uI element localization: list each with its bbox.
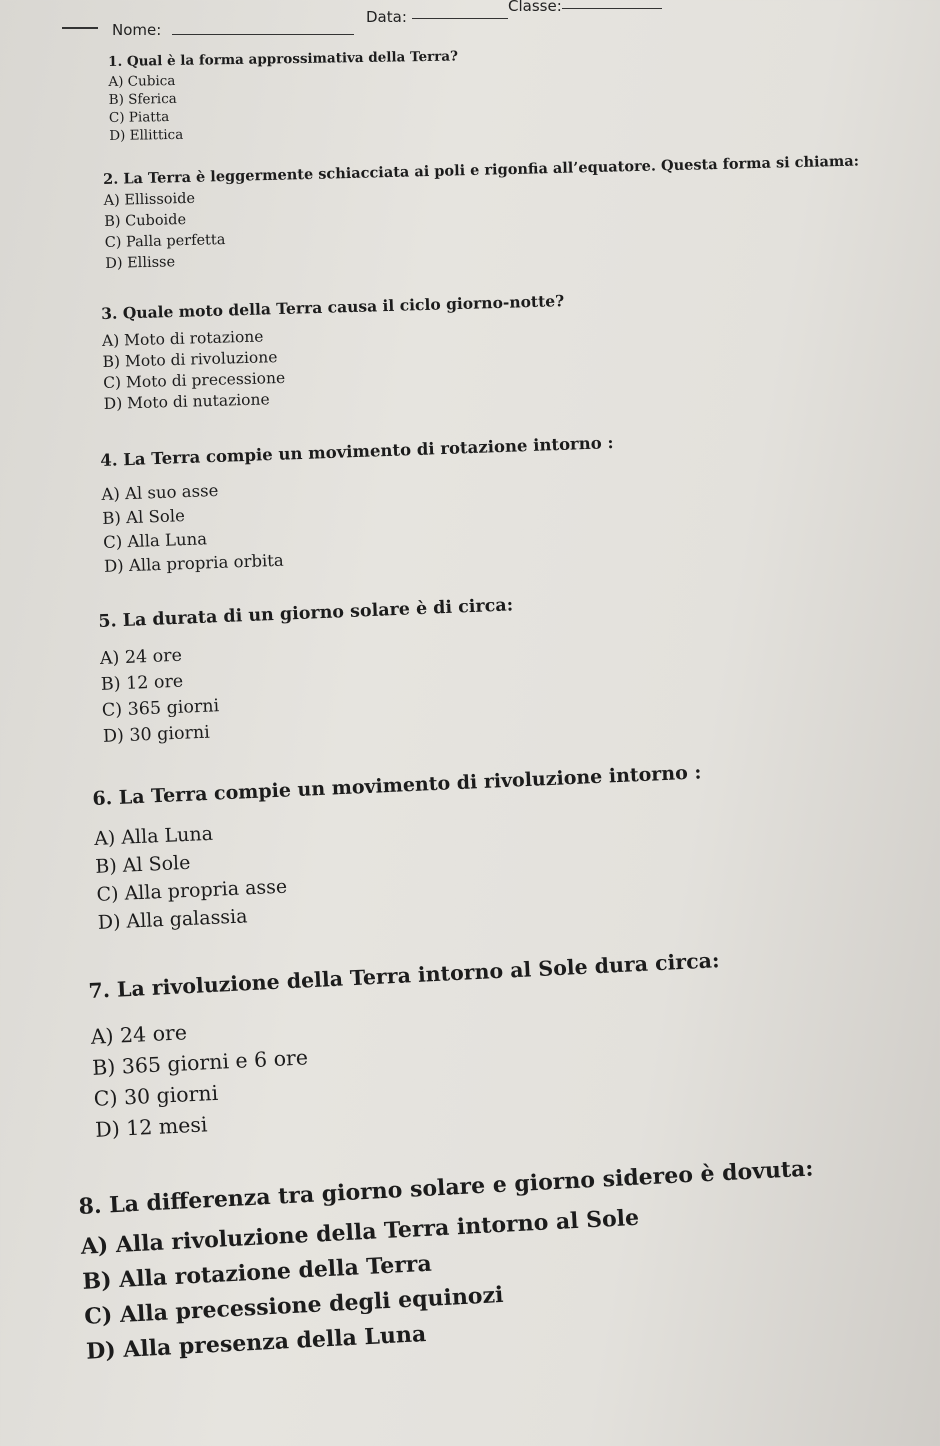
question-2-option-c[interactable]: C) Palla perfetta bbox=[104, 231, 226, 251]
nome-field[interactable] bbox=[172, 34, 354, 35]
question-5-text: 5. La durata di un giorno solare è di circa: bbox=[98, 595, 514, 632]
question-3-text: 3. Quale moto della Terra causa il ciclo giorno-notte? bbox=[100, 291, 565, 323]
question-6-text: 6. La Terra compie un movimento di rivoluzione intorno : bbox=[91, 761, 702, 810]
question-5-option-a[interactable]: A) 24 ore bbox=[99, 645, 183, 670]
question-1 bbox=[108, 40, 940, 144]
question-8-option-d[interactable]: D) Alla presenza della Luna bbox=[85, 1321, 427, 1366]
worksheet-header bbox=[0, 0, 940, 50]
question-3 bbox=[101, 279, 940, 415]
data-label: Data: bbox=[366, 8, 407, 26]
classe-field[interactable] bbox=[562, 8, 662, 9]
question-1-option-b[interactable]: B) Sferica bbox=[108, 90, 177, 108]
question-8-option-c[interactable]: C) Alla precessione degli equinozi bbox=[83, 1282, 504, 1331]
question-7 bbox=[88, 934, 940, 1145]
question-2-option-a[interactable]: A) Ellissoide bbox=[103, 190, 196, 209]
question-4-option-a[interactable]: A) Al suo asse bbox=[101, 480, 219, 504]
question-8-option-b[interactable]: B) Alla rotazione della Terra bbox=[81, 1250, 433, 1296]
question-2 bbox=[103, 149, 940, 275]
classe-label: Classe: bbox=[508, 0, 562, 15]
question-6-option-c[interactable]: C) Alla propria asse bbox=[96, 875, 288, 906]
question-5 bbox=[98, 574, 940, 750]
question-5-option-d[interactable]: D) 30 giorni bbox=[102, 722, 211, 748]
question-5-option-c[interactable]: C) 365 giorni bbox=[101, 696, 220, 722]
question-8 bbox=[78, 1146, 940, 1370]
question-7-option-c[interactable]: C) 30 giorni bbox=[93, 1080, 219, 1111]
question-4-option-d[interactable]: D) Alla propria orbita bbox=[103, 550, 285, 576]
question-7-text: 7. La rivoluzione della Terra intorno al Sole dura circa: bbox=[87, 948, 721, 1003]
question-3-option-c[interactable]: C) Moto di precessione bbox=[102, 368, 286, 392]
question-6-option-a[interactable]: A) Alla Luna bbox=[93, 822, 214, 850]
question-2-option-b[interactable]: B) Cuboide bbox=[104, 211, 187, 230]
question-7-option-b[interactable]: B) 365 giorni e 6 ore bbox=[91, 1044, 309, 1080]
question-7-option-d[interactable]: D) 12 mesi bbox=[94, 1111, 208, 1142]
question-6-option-d[interactable]: D) Alla galassia bbox=[97, 905, 248, 934]
question-1-option-d[interactable]: D) Ellittica bbox=[109, 126, 184, 144]
question-8-option-a[interactable]: A) Alla rivoluzione della Terra intorno al Sole bbox=[80, 1204, 640, 1261]
header-dash bbox=[62, 27, 98, 29]
data-field[interactable] bbox=[412, 18, 508, 19]
question-2-text: 2. La Terra è leggermente schiacciata ai poli e rigonfia all’equatore. Questa forma si chiama: bbox=[102, 152, 860, 188]
question-3-option-a[interactable]: A) Moto di rotazione bbox=[101, 327, 264, 350]
question-4-text: 4. La Terra compie un movimento di rotazione intorno : bbox=[99, 433, 614, 470]
question-4 bbox=[100, 419, 940, 579]
question-7-option-a[interactable]: A) 24 ore bbox=[90, 1019, 188, 1049]
question-3-option-d[interactable]: D) Moto di nutazione bbox=[103, 390, 270, 413]
question-1-option-c[interactable]: C) Piatta bbox=[108, 108, 170, 126]
nome-label: Nome: bbox=[112, 21, 162, 39]
question-4-option-c[interactable]: C) Alla Luna bbox=[102, 529, 208, 552]
question-4-option-b[interactable]: B) Al Sole bbox=[101, 506, 186, 528]
question-2-option-d[interactable]: D) Ellisse bbox=[105, 253, 176, 272]
question-1-text: 1. Qual è la forma approssimativa della Terra? bbox=[107, 48, 459, 70]
question-8-text: 8. La differenza tra giorno solare e giorno sidereo è dovuta: bbox=[77, 1155, 815, 1220]
question-6 bbox=[92, 748, 940, 937]
question-6-option-b[interactable]: B) Al Sole bbox=[94, 851, 191, 878]
question-3-option-b[interactable]: B) Moto di rivoluzione bbox=[102, 347, 278, 371]
question-5-option-b[interactable]: B) 12 ore bbox=[100, 671, 184, 696]
question-1-option-a[interactable]: A) Cubica bbox=[108, 72, 176, 90]
